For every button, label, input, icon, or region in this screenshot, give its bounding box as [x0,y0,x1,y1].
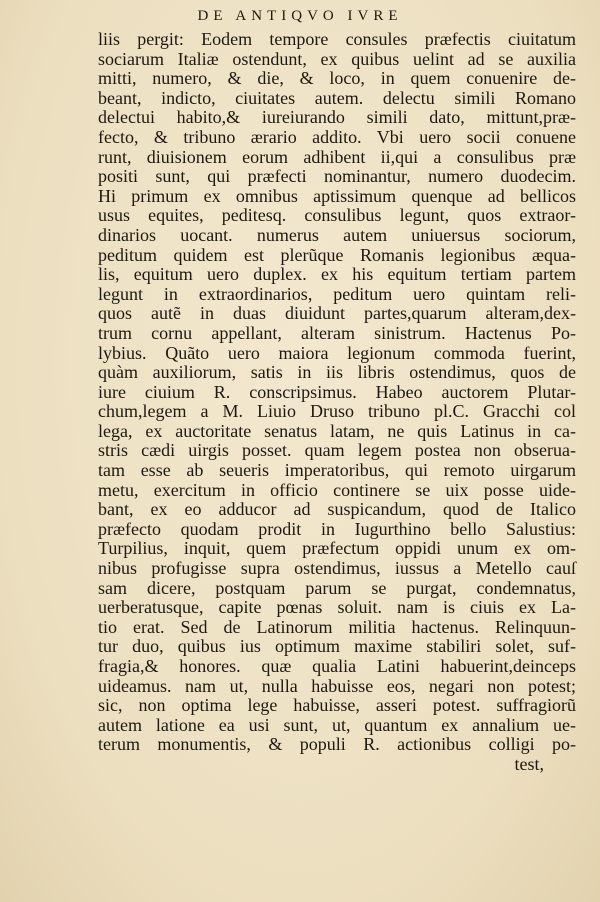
text-line: mitti, numero, & die, & loco, in quem conuenire de- [98,68,576,89]
text-line: quàm auxiliorum, satis in iis libris ostendimus, quos de [98,362,576,383]
text-line: sociarum Italiæ ostendunt, ex quibus uelint ad se auxilia [98,48,576,69]
text-line: stris cædi uirgis posset. quam legem postea non obserua- [98,440,576,461]
text-line: trum cornu appellant, alteram sinistrum. Hactenus Po- [98,322,576,343]
text-line: quos autẽ in duas diuidunt partes,quarum alteram,dex- [98,303,576,324]
text-line: Hi primum ex omnibus aptissimum quenque ad bellicos [98,185,576,206]
text-line: beant, indicto, ciuitates autem. delectu simili Romano [98,87,576,108]
text-line: uerberatusque, capite pœnas soluit. nam is ciuis ex La- [98,597,576,618]
text-line: nibus profugisse supra ostendimus, iussus a Metello cauſ [98,558,576,579]
text-line: peditum quidem est plerũque Romanis legionibus æqua- [98,244,576,265]
text-line: præfecto quodam prodit in Iugurthino bello Salustius: [98,518,576,539]
text-line: sam dicere, postquam parum se purgat, condemnatus, [98,577,576,598]
text-line: lybius. Quãto uero maiora legionum commoda fuerint, [98,342,576,363]
text-line: tur duo, quibus ius optimum maxime stabiliri solet, suf- [98,636,576,657]
running-head: DE ANTIQVO IVRE [197,8,403,24]
text-line: Turpilius, inquit, quem præfectum oppidi unum ex om- [98,538,576,559]
text-line: chum,legem a M. Liuio Druso tribuno pl.C. Gracchi col [98,401,576,422]
text-line: lis, equitum uero duplex. ex his equitum tertiam partem [98,264,576,285]
text-line: runt, diuisionem eorum adhibent ii,qui a consulibus præ [98,146,576,167]
text-line: test, [514,753,544,774]
text-line: iure ciuium R. conscripsimus. Habeo auctorem Plutar- [98,381,576,402]
text-line: metu, exercitum in officio continere se uix posse uide- [98,479,576,500]
text-line: terum monumentis, & populi R. actionibus colligi po- [98,734,576,755]
text-line: dinarios uocant. numerus autem uniuersus sociorum, [98,224,576,245]
text-line: fecto, & tribuno ærario addito. Vbi uero socii conuene [98,126,576,147]
text-line: autem latione ea usi sunt, ut, quantum ex annalium ue- [98,714,576,735]
text-line: sic, non optima lege habuisse, asseri potest. suffragiorũ [98,695,576,716]
text-line: liis pergit: Eodem tempore consules præfectis ciuitatum [98,29,576,49]
text-line: positi sunt, qui præfecti nominantur, numero duodecim. [98,166,576,187]
text-line: uideamus. nam ut, nulla habuisse eos, negari non potest; [98,675,576,696]
text-line: tam esse ab seueris imperatoribus, qui remoto uirgarum [98,460,576,481]
text-line: fragia,& honores. quæ qualia Latini habuerint,deinceps [98,656,576,676]
text-line: delectui habito,& iureiurando simili dato, mittunt,præ- [98,107,576,128]
text-line: tio erat. Sed de Latinorum militia hactenus. Relinquun- [98,616,576,637]
body-text [98,30,576,775]
text-line: legunt in extraordinarios, peditum uero quintam reli- [98,283,576,304]
text-line: lega, ex auctoritate senatus latam, ne quis Latinus in ca- [98,420,576,441]
text-line: usus equites, peditesq. consulibus legunt, quos extraor- [98,205,576,226]
text-line: bant, ex eo adducor ad suspicandum, quod de Italico [98,499,576,520]
